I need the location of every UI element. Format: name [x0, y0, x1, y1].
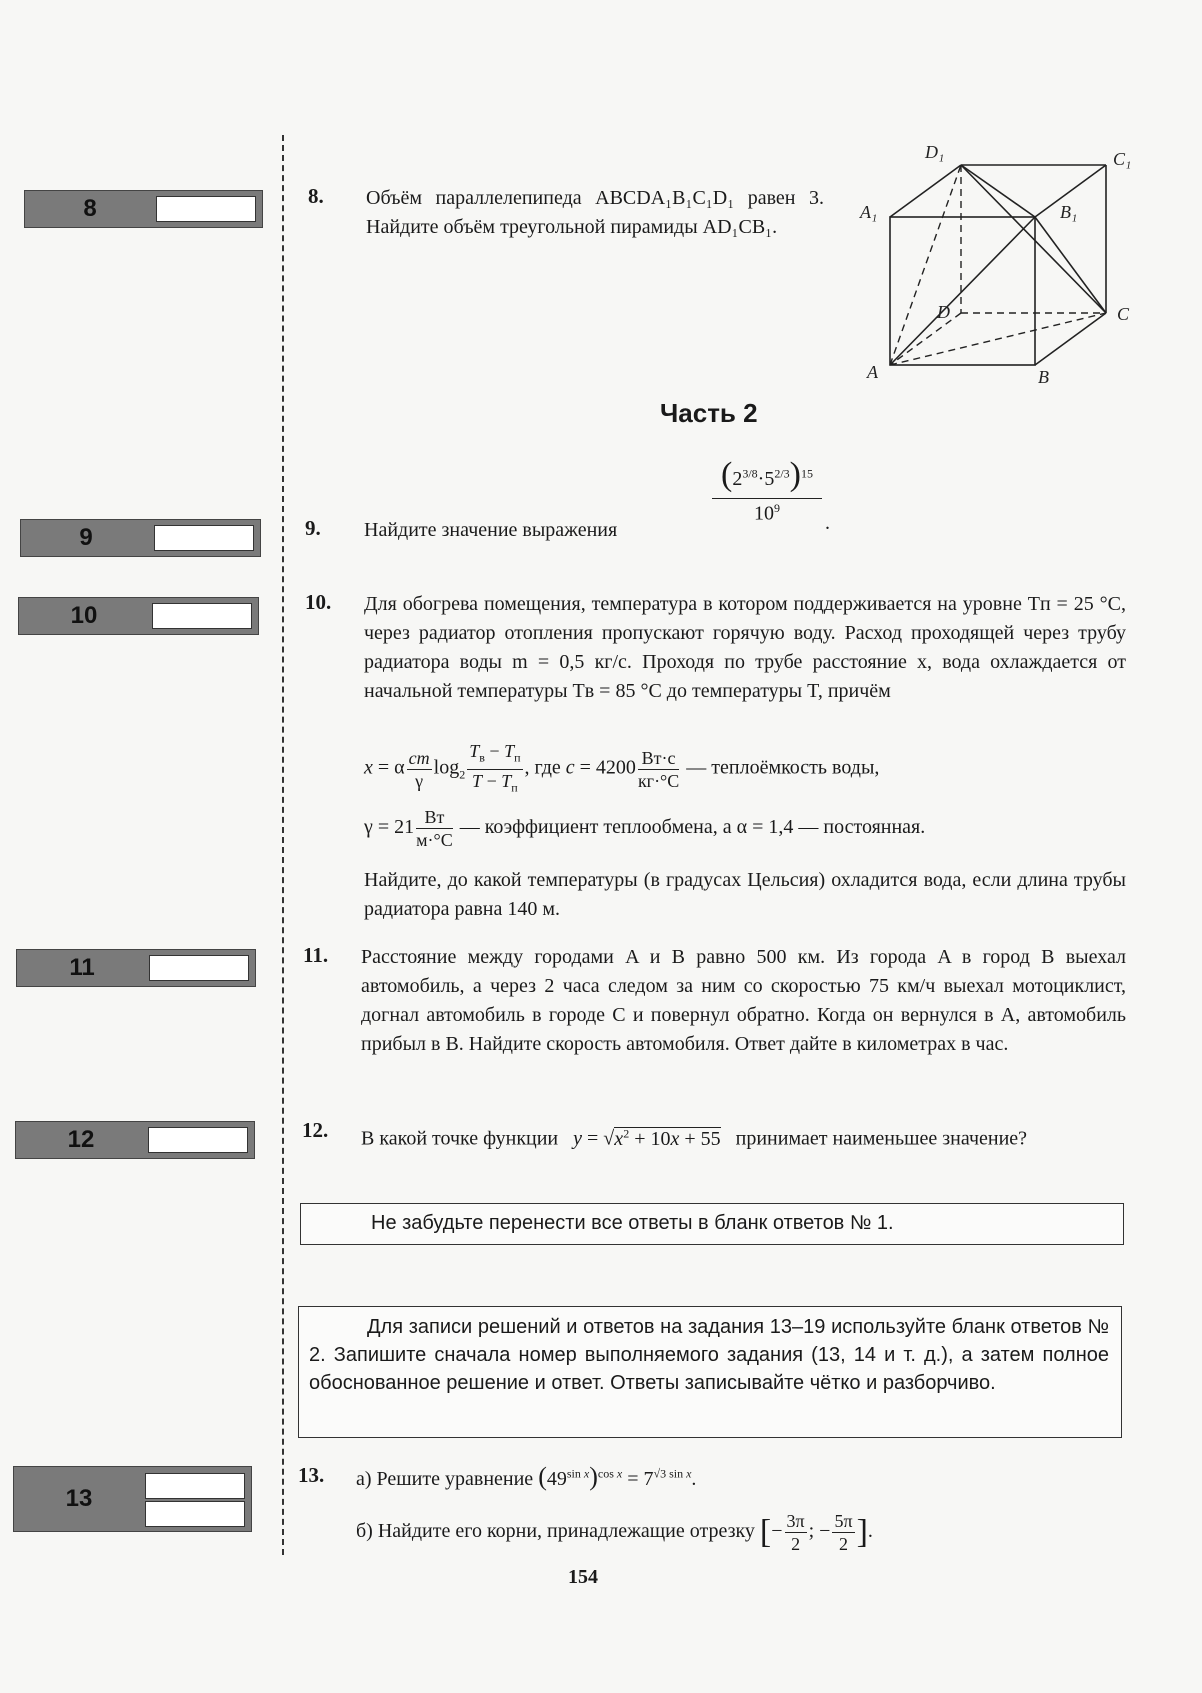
answer-box-number: 11	[69, 954, 95, 981]
c-unit-numerator: Вт·с	[638, 747, 679, 770]
task-number: 10.	[305, 590, 332, 614]
answer-box-9	[20, 519, 261, 557]
period: .	[825, 512, 830, 534]
task-10-text: Для обогрева помещения, температура в котором поддерживается на уровне Tп = 25 °C, через радиатор отопления пропускают горячую воду. Расход проходящей через трубу радиатора воды m = 0,5 кг/с. Проходя по трубе расстояние x, вода охлаждается от начальной температуры Tв = 85 °C до температуры T, причём	[364, 593, 1126, 702]
task-12-text: В какой точке функции $y = √x^2 + 10x + 55$ принимает наименьшее значение?	[361, 1126, 1028, 1150]
task-13-part-b: б) Найдите его корни, принадлежащие отрезку [− $\frac{3\pi}{2}$ ; − $\frac{5\pi}{2}$ ].	[356, 1511, 873, 1554]
gamma-unit-numerator: Вт	[416, 806, 453, 829]
answer-field[interactable]	[148, 1127, 248, 1153]
answer-field[interactable]	[145, 1473, 245, 1499]
task-10-formula-line: x = α $\frac{cm}{\gamma}$ $\log_2$ $\frac{T_в - T_п}{T - T_п}$ , где c = 4200 $\frac{Вт\cdot с}{кг\cdot^\circ C}$ — теплоёмкость воды,	[364, 741, 880, 795]
task-13-part-b-text: б) Найдите его корни, принадлежащие отрезку	[356, 1520, 755, 1543]
task-8-text: Объём параллелепипеда ABCDA₁B₁C₁D₁ равен 3. Найдите объём треугольной пирамиды AD₁CB₁.	[366, 187, 824, 238]
task-10-question: Найдите, до какой температуры (в градусах Цельсия) охладится вода, если длина трубы радиатора равна 140 м.	[364, 869, 1126, 920]
answer-box-number: 12	[67, 1126, 95, 1153]
cut-line	[282, 135, 284, 1555]
page-number: 154	[568, 1566, 598, 1588]
task-number: 9.	[305, 516, 321, 540]
answer-box-number: 13	[65, 1485, 93, 1512]
vertex-label-a1: A₁	[860, 202, 878, 222]
task-12-text-before: В какой точке функции	[361, 1127, 559, 1150]
vertex-label-c1: C₁	[1113, 149, 1132, 169]
answer-field[interactable]	[156, 196, 256, 222]
answer-field[interactable]	[154, 525, 254, 551]
parallelepiped-figure	[855, 140, 1140, 390]
vertex-label-d: D	[937, 302, 950, 322]
answer-box-13	[13, 1466, 252, 1532]
vertex-label-c: C	[1117, 304, 1130, 324]
vertex-label-b: B	[1038, 367, 1049, 387]
notice-1-text: Не забудьте перенести все ответы в бланк ответов № 1.	[371, 1212, 894, 1234]
answer-box-11	[16, 949, 256, 987]
task-10-gamma-line: γ = 21 $\frac{Вт}{м\cdot^\circ C}$ — коэффициент теплообмена, а α = 1,4 — постоянная.	[364, 807, 926, 850]
vertex-label-b1: B₁	[1060, 202, 1078, 222]
task-9-expression: $(2^{3/8}\cdot 5^{2/3})^{15}$ $10^9$	[712, 456, 822, 526]
task-10-c-desc: — теплоёмкость воды,	[686, 756, 880, 779]
answer-box-12	[15, 1121, 255, 1159]
task-13-part-a-text: а) Решите уравнение	[356, 1468, 534, 1490]
answer-field[interactable]	[145, 1501, 245, 1527]
c-unit-denominator: кг·°C	[637, 770, 680, 791]
notice-solutions-form	[298, 1306, 1122, 1438]
answer-field[interactable]	[149, 955, 249, 981]
task-12-text-after: принимает наименьшее значение?	[735, 1127, 1028, 1150]
answer-box-number: 10	[70, 602, 98, 629]
answer-box-number: 9	[79, 524, 93, 551]
answer-field[interactable]	[152, 603, 252, 629]
task-number: 11.	[303, 943, 329, 967]
task-13-part-a: а) Решите уравнение $(49^{sin x})^{cos x} = 7^{√3 sin x}$.	[356, 1462, 697, 1491]
task-11-text: Расстояние между городами A и B равно 500 км. Из города A в город B выехал автомобиль, а через 2 часа следом за ним со скоростью 75 км/ч выехал мотоциклист, догнал автомобиль в городе C и повернул обратно. Когда он вернулся в A, автомобиль прибыл в B. Найдите скорость автомобиля. Ответ дайте в километрах в час.	[361, 946, 1126, 1055]
vertex-label-d1: D₁	[925, 142, 945, 162]
answer-box-10	[18, 597, 259, 635]
task-10-where: , где	[524, 756, 561, 779]
notice-2-text: Для записи решений и ответов на задания 13–19 используйте бланк ответов № 2. Запишите сначала номер выполняемого задания (13, 14 и т. д.), а затем полное обоснованное решение и ответ. Ответы записывайте чётко и разборчиво.	[309, 1316, 1109, 1394]
task-9-text: Найдите значение выражения	[364, 519, 618, 541]
gamma-unit-denominator: м·°C	[416, 830, 453, 850]
task-number: 13.	[298, 1463, 325, 1487]
task-10-gamma-desc: — коэффициент теплообмена, а α = 1,4 — постоянная.	[459, 816, 926, 839]
answer-box-8	[24, 190, 263, 228]
task-number: 8.	[308, 184, 324, 208]
part-title: Часть 2	[660, 398, 758, 428]
task-number: 12.	[302, 1118, 329, 1142]
notice-transfer-answers	[300, 1203, 1124, 1245]
vertex-label-a: A	[867, 362, 878, 382]
answer-box-number: 8	[83, 195, 97, 222]
